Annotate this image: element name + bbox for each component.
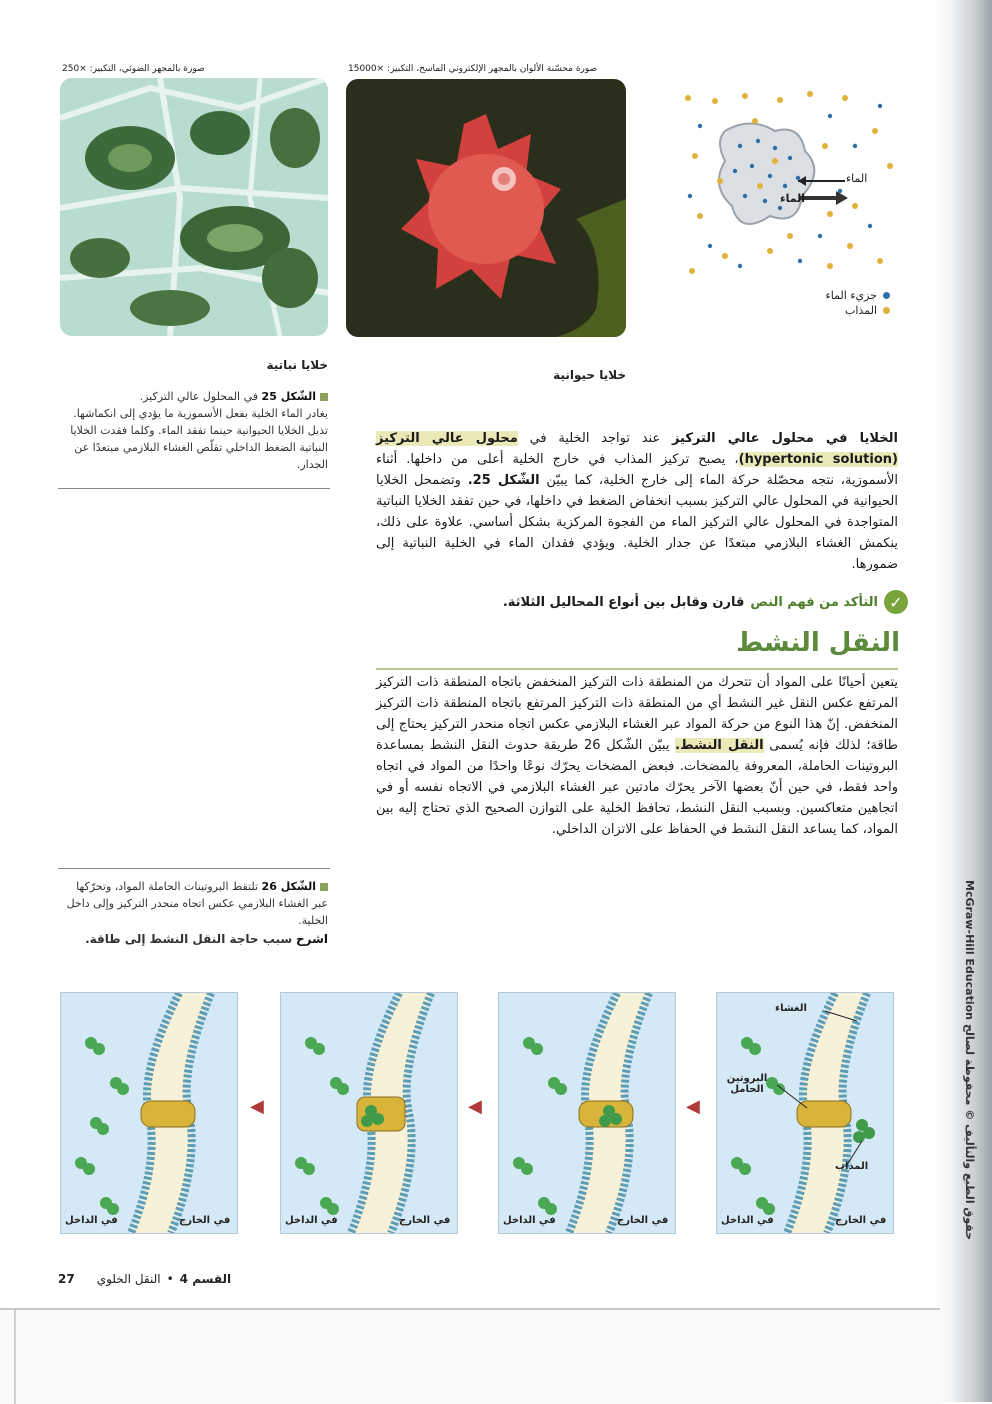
panel-2-inside-label: في الداخل bbox=[503, 1215, 556, 1226]
active-transport-panel-3 bbox=[280, 992, 458, 1234]
section-title-rule bbox=[376, 668, 898, 670]
hypertonic-text-3: وتضمحل الخلايا الحيوانية في المحلول عالي التركيز بسبب انخفاض الضغط في داخلها، في حين تفقد الخلايا النباتية المتواجدة في المحلول عالي التركيز الماء من الفجوة المركزية بشكل أساسي. علاوة على ذلك، ينكمش الغشاء البلازمي مبتعدًا عن جدار الخلية. ويؤدي فقدان الماء في الخلية النباتية إلى ضمورها. bbox=[376, 473, 898, 572]
legend-water-label: جزيء الماء bbox=[825, 289, 877, 302]
plant-cells-label: خلايا نباتية bbox=[266, 358, 328, 372]
figure-25-title: في المحلول عالي التركيز. bbox=[139, 390, 259, 403]
term-active-transport: النقل النشط. bbox=[675, 738, 764, 753]
active-transport-panel-2 bbox=[498, 992, 676, 1234]
term-hypertonic-ar: محلول عالي التركيز bbox=[376, 431, 518, 446]
term-hypertonic-en: (hypertonic solution) bbox=[738, 452, 898, 467]
hypertonic-text-2: ، يصبح تركيز المذاب في خارج الخلية أعلى من داخلها. أثناء الأسموزية، نتجه محصّلة حركة الماء إلى خارج الخلية، كما يبيّن bbox=[376, 452, 898, 488]
carrier-protein-label: البروتين الحامل bbox=[726, 1073, 768, 1095]
figure-26-caption bbox=[60, 878, 328, 948]
animal-cells-label: خلايا حيوانية bbox=[553, 368, 626, 382]
figure-25-description: يغادر الماء الخلية بفعل الأسموزية ما يؤدي إلى انكماشها. تذبل الخلايا الحيوانية حينما تفقد الماء. وكلما فقدت الخلايا النباتية الضغط الداخلي تقلّص الغشاء البلازمي مبتعدًا عن الجدار. bbox=[70, 407, 328, 471]
panel-1-inside-label: في الداخل bbox=[721, 1215, 774, 1226]
water-out-label: الماء bbox=[780, 192, 806, 205]
hypertonic-diagram bbox=[680, 86, 900, 281]
caption-divider bbox=[58, 488, 330, 489]
active-transport-panel-1 bbox=[716, 992, 894, 1234]
panel-3-inside-label: في الداخل bbox=[285, 1215, 338, 1226]
unit-label: القسم 4 bbox=[179, 1272, 232, 1286]
legend-solute-label: المذاب bbox=[845, 304, 877, 317]
section-title: النقل النشط bbox=[736, 628, 900, 658]
figure-26-description: تلتقط البروتينات الحاملة المواد، وتحرّكها عبر الغشاء البلازمي عكس اتجاه منحدر التركيز وإلى داخل الخلية. bbox=[66, 880, 328, 927]
plant-photo-caption: صورة بالمجهر الضوئي، التكبير: ×250 bbox=[62, 64, 205, 74]
figure-25-caption bbox=[60, 388, 328, 473]
panel-3-outside-label: في الخارج bbox=[399, 1215, 451, 1226]
reading-check bbox=[478, 590, 908, 614]
water-in-label: الماء bbox=[846, 172, 868, 185]
reading-check-question: قارن وقابل بين أنواع المحاليل الثلاثة. bbox=[502, 594, 745, 610]
figure-marker-icon bbox=[320, 883, 328, 891]
hypertonic-text-1: عند تواجد الخلية في bbox=[529, 431, 661, 446]
sequence-arrow-icon: ◀ bbox=[250, 1096, 264, 1117]
active-transport-panel-4 bbox=[60, 992, 238, 1234]
solute-icon bbox=[883, 307, 890, 314]
active-transport-text-2: يبيّن الشّكل 26 طريقة حدوث النقل النشط بمساعدة البروتينات الحاملة، المعروفة بالمضخات. فبعض المضخات يحرّك نوعًا واحدًا من المواد في اتجاه واحد فقط، في حين أنّ بعضها الآخر يحرّك مادتين عبر الغشاء البلازمي في الاتجاه نفسه أو في اتجاهين متعاكسين. وبسبب النقل النشط، تحافظ الخلية على التوازن الصحيح الذي تحتاج إليه بين المواد، كما يساعد النقل النشط في الحفاظ على الاتزان الداخلي. bbox=[376, 738, 898, 837]
hypertonic-heading: الخلايا في محلول عالي التركيز bbox=[671, 431, 898, 446]
hypertonic-paragraph bbox=[376, 428, 898, 575]
page-footer bbox=[58, 1272, 231, 1286]
panel-2-outside-label: في الخارج bbox=[617, 1215, 669, 1226]
panel-4-inside-label: في الداخل bbox=[65, 1215, 118, 1226]
chapter-name: النقل الخلوي bbox=[96, 1272, 161, 1286]
water-molecule-icon bbox=[883, 292, 890, 299]
figure-26-prompt bbox=[60, 931, 328, 948]
sequence-arrow-icon: ◀ bbox=[686, 1096, 700, 1117]
copyright-edge-text: McGraw-Hill Education حقوق الطبع والتأليف © محفوظة لصالح bbox=[963, 880, 976, 1240]
footer-bullet: • bbox=[166, 1272, 174, 1286]
explain-question: سبب حاجة النقل النشط إلى طاقة. bbox=[85, 932, 293, 946]
figure-26-number: الشّكل 26 bbox=[261, 880, 316, 893]
figure-marker-icon bbox=[320, 393, 328, 401]
reading-check-label: التأكد من فهم النص bbox=[750, 594, 878, 610]
figure-25-reference: الشّكل 25. bbox=[467, 473, 540, 488]
animal-photo-caption: صورة محسّنة الألوان بالمجهر الإلكتروني الماسح، التكبير: ×15000 bbox=[348, 64, 598, 74]
plant-cells-photo bbox=[60, 78, 328, 336]
solute-label: المذاب bbox=[835, 1161, 869, 1172]
panel-4-outside-label: في الخارج bbox=[179, 1215, 231, 1226]
legend-water bbox=[810, 289, 890, 302]
membrane-label: الغشاء bbox=[775, 1003, 807, 1014]
diagram-legend bbox=[810, 289, 890, 317]
explain-label: اشرح bbox=[295, 932, 328, 946]
page-number: 27 bbox=[58, 1272, 75, 1286]
sequence-arrow-icon: ◀ bbox=[468, 1096, 482, 1117]
active-transport-text-1: يتعين أحيانًا على المواد أن تتحرك من المنطقة ذات التركيز المنخفض باتجاه المنطقة ذات التركيز المرتفع عكس النقل غير النشط أي من المنطقة ذات التركيز المرتفع باتجاه المنطقة ذات التركيز المنخفض. إنّ هذا النوع من حركة المواد عبر الغشاء البلازمي عكس اتجاه منحدر التركيز يحتاج إلى طاقة؛ لذلك فإنه يُسمى bbox=[376, 675, 898, 753]
legend-solute bbox=[810, 304, 890, 317]
next-page-edge bbox=[0, 1308, 940, 1404]
figure-25-number: الشّكل 25 bbox=[261, 390, 316, 403]
panel-1-outside-label: في الخارج bbox=[835, 1215, 887, 1226]
checkmark-icon: ✓ bbox=[884, 590, 908, 614]
caption-divider-2 bbox=[58, 868, 330, 869]
active-transport-paragraph bbox=[376, 672, 898, 840]
animal-cell-photo bbox=[346, 79, 626, 337]
